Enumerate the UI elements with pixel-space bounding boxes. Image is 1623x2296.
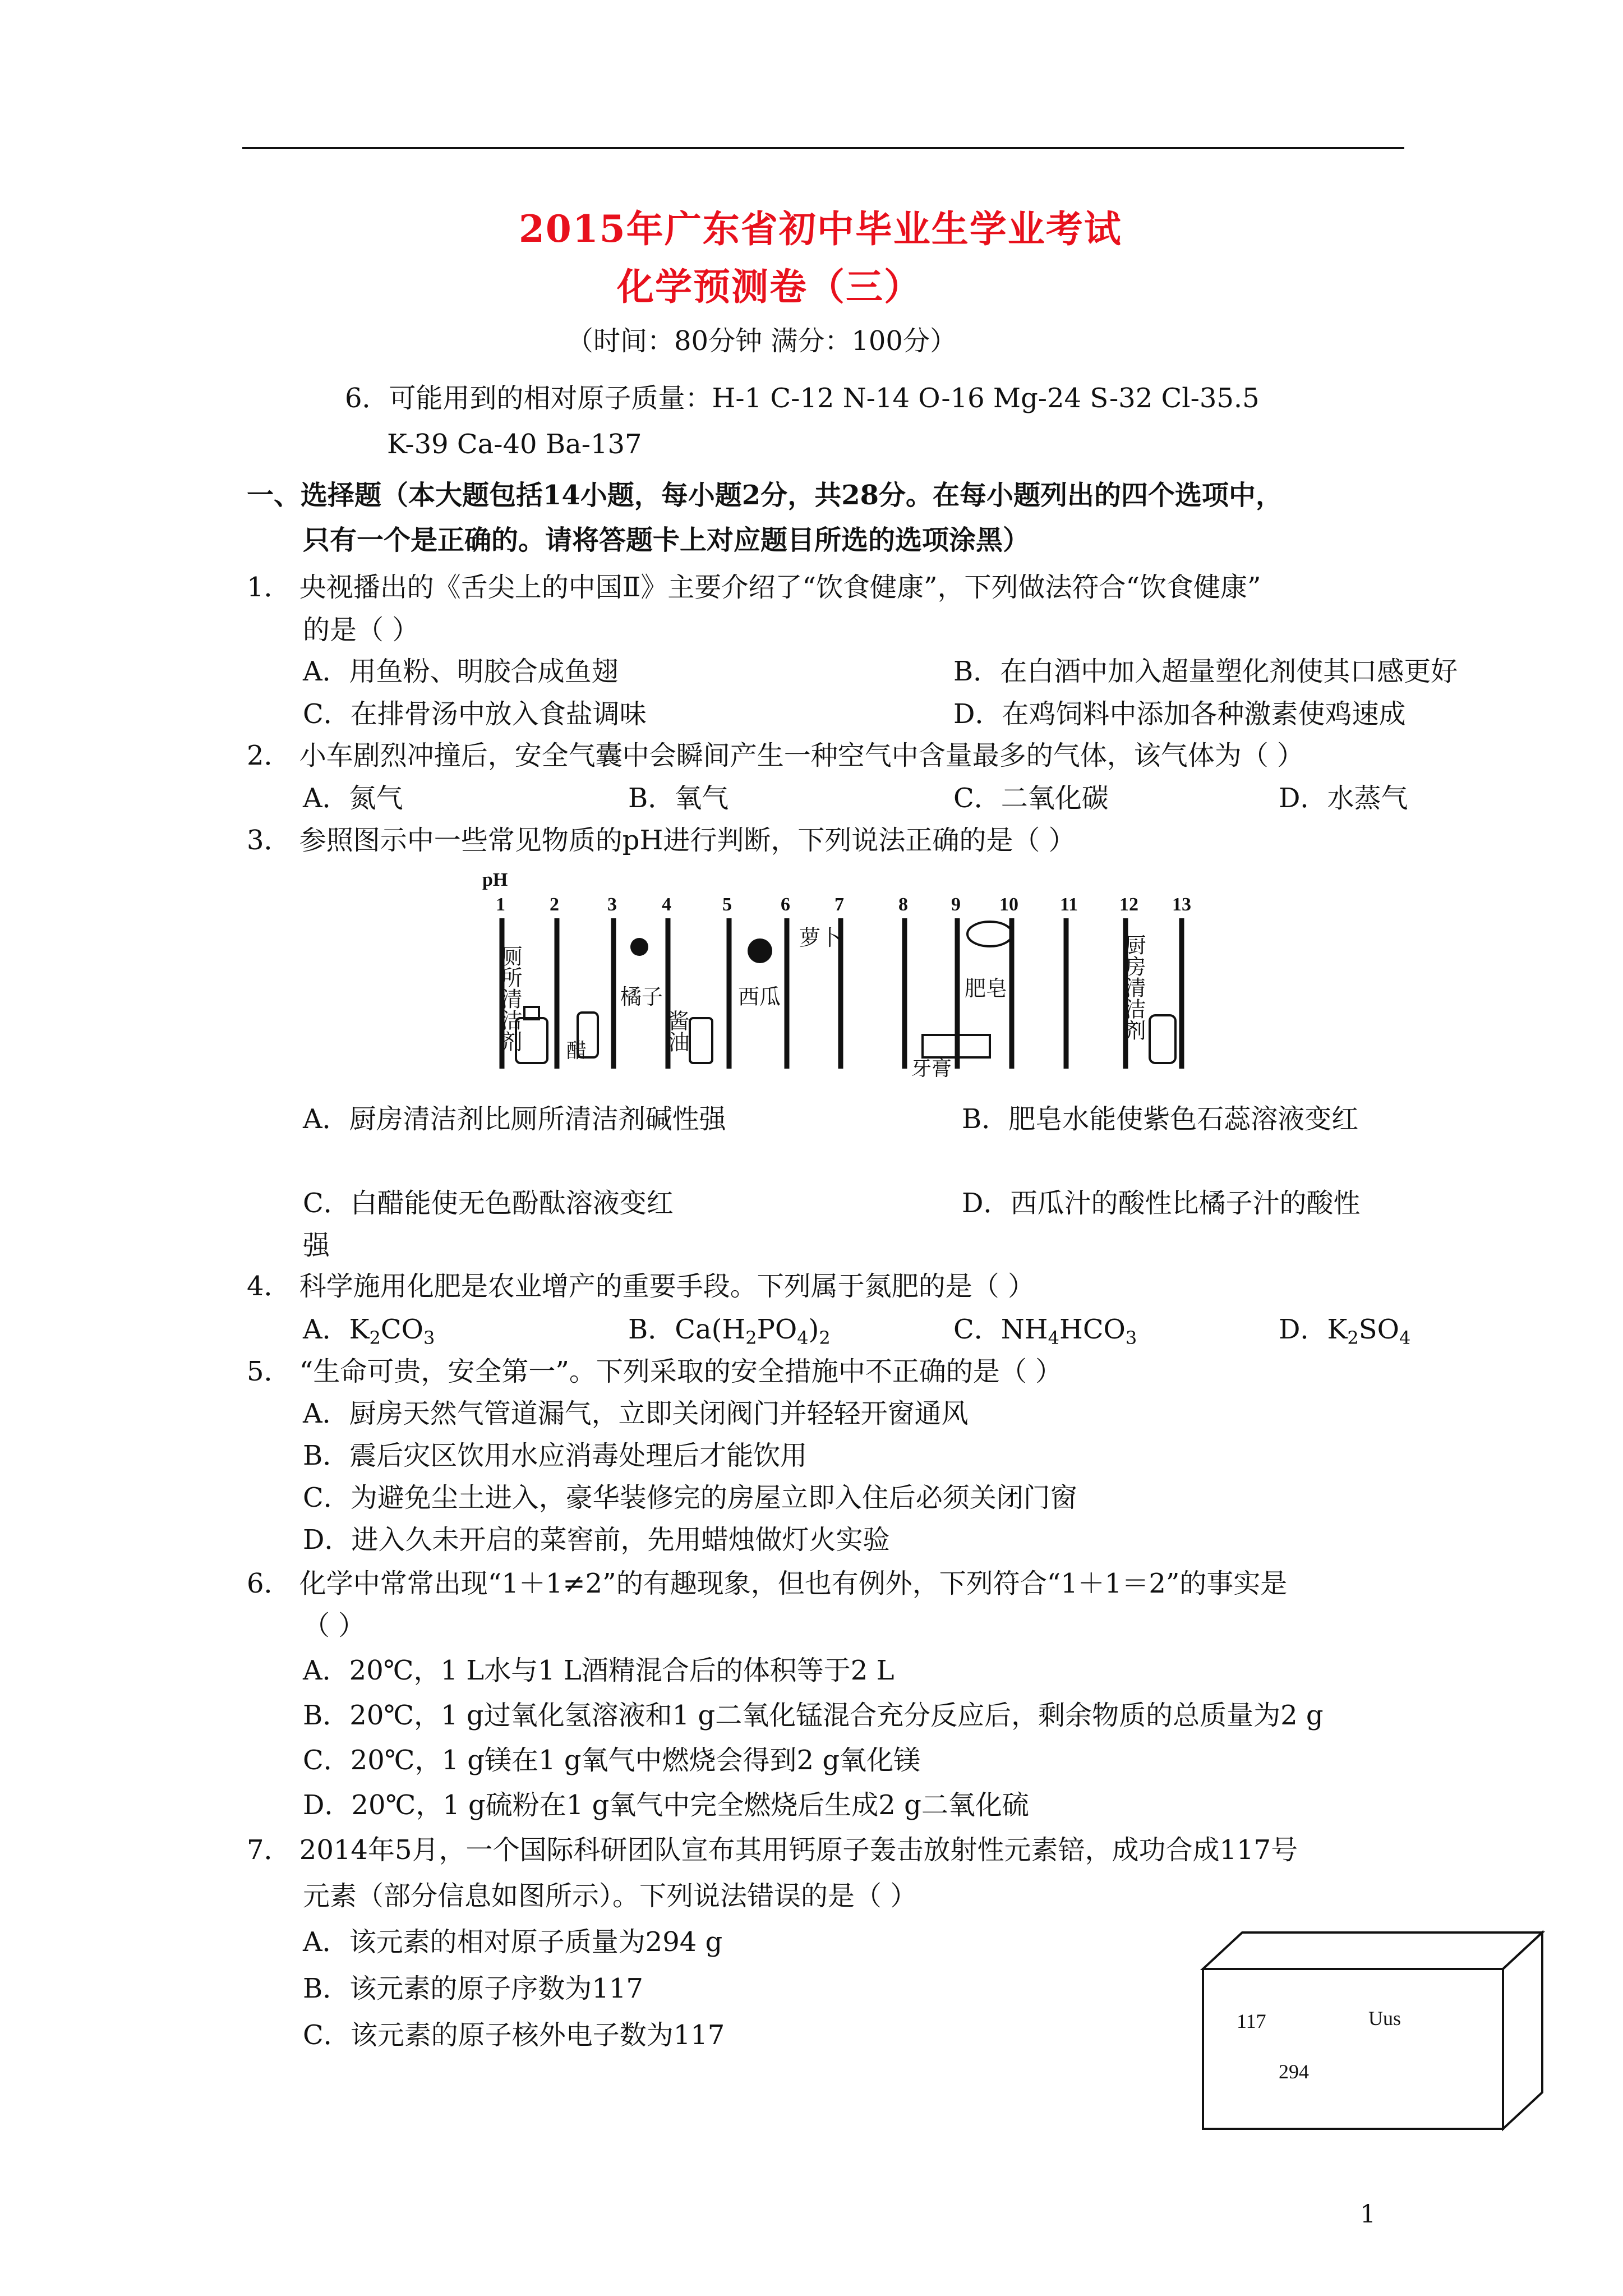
q1-option-d: D．在鸡饲料中添加各种激素使鸡速成 [953,698,1406,730]
element-number: 117 [1237,2010,1266,2032]
q7-stem-cont: 元素（部分信息如图所示）。下列说法错误的是（ ） [303,1880,917,1912]
ph-scale-figure [482,867,1228,1085]
q4-option-a: A．$K_2CO_3$ [303,1314,435,1349]
q6-option-a: A．20℃，1 L水与1 L酒精混合后的体积等于2 L [303,1655,895,1686]
q4-stem: 4． 科学施用化肥是农业增产的重要手段。下列属于氮肥的是（ ） [247,1271,1035,1302]
atomic-masses-line2: K-39 Ca-40 Ba-137 [387,429,642,460]
q5-option-d: D．进入久未开启的菜窖前，先用蜡烛做灯火实验 [303,1524,890,1556]
kitchen-bottle-icon [1150,1015,1175,1063]
page-number: 1 [1360,2200,1376,2229]
label-toothpaste: 牙膏 [911,1057,952,1080]
q3-option-b: B．肥皂水能使紫色石蕊溶液变红 [962,1103,1359,1135]
ph-ticks [496,894,1191,915]
q3-stem: 3． 参照图示中一些常见物质的pH进行判断，下列说法正确的是（ ） [247,825,1076,856]
label-soy-sauce: 酱油 [665,1010,688,1052]
q1-stem-cont: 的是（ ） [303,614,419,646]
q2-option-c: C．二氧化碳 [953,783,1109,814]
ph-tick: 9 [951,894,961,915]
element-symbol: Uus [1368,2007,1401,2030]
label-soap: 肥皂 [965,977,1008,1001]
q3-option-d-cont: 强 [303,1230,330,1261]
q6-option-d: D．20℃，1 g硫粉在1 g氧气中完全燃烧后生成2 g二氧化硫 [303,1789,1029,1821]
ph-tick: 12 [1119,894,1138,915]
q7-option-a: A．该元素的相对原子质量为294 g [303,1926,723,1958]
watermelon-icon [748,938,772,963]
ph-tick: 11 [1060,894,1078,915]
q7-stem: 7． 2014年5月，一个国际科研团队宣布其用钙原子轰击放射性元素锫，成功合成117号 [247,1834,1298,1866]
top-rule [242,147,1404,149]
q5-option-a: A．厨房天然气管道漏气，立即关闭阀门并轻轻开窗通风 [303,1398,969,1429]
ph-tick: 7 [834,894,844,915]
q5-option-c: C．为避免尘土进入，豪华装修完的房屋立即入住后必须关闭门窗 [303,1482,1077,1513]
ph-tick: 8 [898,894,908,915]
section-heading: 一、选择题（本大题包括14小题，每小题2分，共28分。在每小题列出的四个选项中， [247,480,1283,511]
ph-tick: 10 [999,894,1018,915]
ph-tick: 6 [781,894,790,915]
q2-option-d: D．水蒸气 [1279,783,1408,814]
section-heading-cont: 只有一个是正确的。请将答题卡上对应题目所选的选项涂黑） [303,524,1030,556]
q7-option-c: C．该元素的原子核外电子数为117 [303,2019,725,2051]
q2-option-a: A．氮气 [303,783,403,814]
q4-option-c: C．$NH_4HCO_3$ [953,1314,1137,1349]
label-vinegar: 醋 [566,1039,587,1062]
label-radish: 萝卜 [799,927,842,950]
q6-option-c: C．20℃，1 g镁在1 g氧气中燃烧会得到2 g氧化镁 [303,1745,921,1776]
q4-option-d: D．$K_2SO_4$ [1279,1314,1411,1349]
ph-tick: 5 [722,894,732,915]
atomic-masses-line1: 6．可能用到的相对原子质量：H-1 C-12 N-14 O-16 Mg-24 S-32 Cl-35.5 [345,383,1260,414]
label-toilet-cleaner: 厕所清洁剂 [497,945,521,1052]
page-title: 2015年广东省初中毕业生学业考试 [519,207,1122,251]
q1-stem: 1． 央视播出的《舌尖上的中国Ⅱ》主要介绍了“饮食健康”，下列做法符合“饮食健康” [247,572,1261,603]
q6-stem: 6． 化学中常常出现“1＋1≠2”的有趣现象，但也有例外，下列符合“1＋1＝2”的事实是 [247,1568,1288,1599]
q3-option-a: A．厨房清洁剂比厕所清洁剂碱性强 [303,1103,726,1135]
soy-bottle-icon [690,1018,712,1063]
q3-option-c: C．白醋能使无色酚酞溶液变红 [303,1188,674,1219]
element-card [1200,1930,1548,2132]
ph-tick: 13 [1172,894,1191,915]
ph-tick: 1 [496,894,505,915]
ph-tick: 3 [607,894,617,915]
exam-info: （时间：80分钟 满分：100分） [566,325,957,357]
q1-option-a: A．用鱼粉、明胶合成鱼翅 [303,656,619,687]
ph-label: pH [482,869,508,890]
q5-stem: 5． “生命可贵，安全第一”。下列采取的安全措施中不正确的是（ ） [247,1356,1063,1387]
ph-tick: 2 [550,894,559,915]
page-subtitle: 化学预测卷（三） [617,265,922,309]
q5-option-b: B．震后灾区饮用水应消毒处理后才能饮用 [303,1440,808,1471]
q7-option-b: B．该元素的原子序数为117 [303,1973,643,2004]
q6-option-b: B．20℃，1 g过氧化氢溶液和1 g二氧化锰混合充分反应后，剩余物质的总质量为2 g [303,1700,1324,1731]
label-kitchen-cleaner: 厨房清洁剂 [1121,934,1145,1041]
q4-option-b: B．$Ca(H_2PO_4)_2$ [628,1314,831,1349]
ph-tick: 4 [662,894,671,915]
label-orange: 橘子 [620,986,663,1009]
q2-stem: 2． 小车剧烈冲撞后，安全气囊中会瞬间产生一种空气中含量最多的气体，该气体为（ ） [247,740,1304,771]
soap-icon [967,922,1012,946]
q2-option-b: B．氧气 [628,783,729,814]
orange-icon [630,938,648,956]
q1-option-c: C．在排骨汤中放入食盐调味 [303,698,647,730]
element-mass: 294 [1279,2060,1309,2083]
q6-stem-cont: （ ） [303,1610,366,1641]
label-watermelon: 西瓜 [738,986,781,1009]
q1-option-b: B．在白酒中加入超量塑化剂使其口感更好 [953,656,1458,687]
q3-option-d: D．西瓜汁的酸性比橘子汁的酸性 [962,1188,1361,1219]
